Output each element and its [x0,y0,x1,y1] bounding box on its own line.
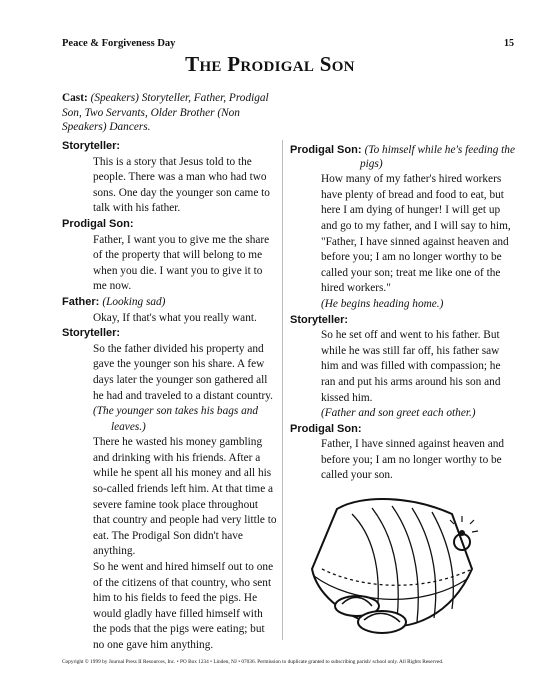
speaker-prodigal-son: Prodigal Son: [290,422,362,435]
speaker-prodigal-son [290,143,515,159]
robe-sandals-ring-icon [302,474,502,644]
script-line: So he set off and went to his father. But while he was still far off, his father saw him and was filled with compassion; he ran and put his arms around his son and kissed him. [321,329,501,404]
stage-direction: (Father and son greet each other.) [321,407,476,420]
right-column [290,143,515,484]
stage-direction [93,404,277,435]
script-line: Father, I have sinned against heaven and before you; I am no longer worthy to be called your son. [321,438,505,482]
cast-text: (Speakers) Storyteller, Father, Prodigal Son, Two Servants, Older Brother (Non Speakers) Dancers. [62,92,269,134]
script-line: So the father divided his property and gave the younger son his share. A few days later the younger son gathered all he had and traveled to a distant country. [93,342,273,402]
stage-direction: (Looking sad) [102,295,166,308]
cast-label: Cast: [62,92,88,104]
column-divider [282,140,283,640]
left-column [62,139,277,654]
cast-list [62,91,282,135]
speaker-name: Prodigal Son: [290,144,362,156]
stage-direction: (To himself while he's feeding the [364,144,515,156]
speaker-storyteller: Storyteller: [290,313,349,326]
page-number: 15 [504,38,514,49]
page-title: The Prodigal Son [185,52,355,76]
stage-direction: pigs) [360,157,383,170]
script-line: Father, I want you to give me the share of the property that will belong to me when you die. I want you to give it to me now. [93,233,270,293]
speaker-name: Father: [62,295,100,308]
stage-direction-line: (The younger son takes his bags and [93,405,259,418]
section-header: Peace & Forgiveness Day [62,38,176,49]
speaker-storyteller: Storyteller: [62,140,121,152]
stage-direction: (He begins heading home.) [321,297,444,310]
speaker-prodigal-son: Prodigal Son: [62,217,134,230]
speaker-storyteller: Storyteller: [62,327,121,340]
script-line: So he went and hired himself out to one of the citizens of that country, who sent him to his fields to feed the pigs. He would gladly have filled himself with the pods that the pigs were eating; but no one gave him anything. [93,561,274,651]
script-line: How many of my father's hired workers have plenty of bread and food to eat, but here I am dying of hunger! I will get up and go to my father, and I will say to him, "Father, I have sinned against heaven and before you; I am no longer worthy to be called your son; treat me like one of the hired workers." [321,173,511,295]
copyright-footer: Copyright © 1999 by Journal Press II Resources, Inc. • PO Box 1234 • Linden, NJ • 07036. Permission to duplicate granted to subscribing parish/ school only. All Rights Reserved. [62,659,444,665]
script-line: Okay, If that's what you really want. [93,311,257,324]
script-line: This is a story that Jesus told to the people. There was a man who had two sons. One day the younger son came to talk with his father. [93,155,270,215]
script-line: There he wasted his money gambling and drinking with his friends. After a while he spent all his money and all his so-called friends left him. At that time a severe famine took place throughout that country and people had very little to eat. The Prodigal Son didn't have anything. [93,436,277,558]
speaker-father [62,295,277,311]
stage-direction-line: leaves.) [111,420,146,433]
